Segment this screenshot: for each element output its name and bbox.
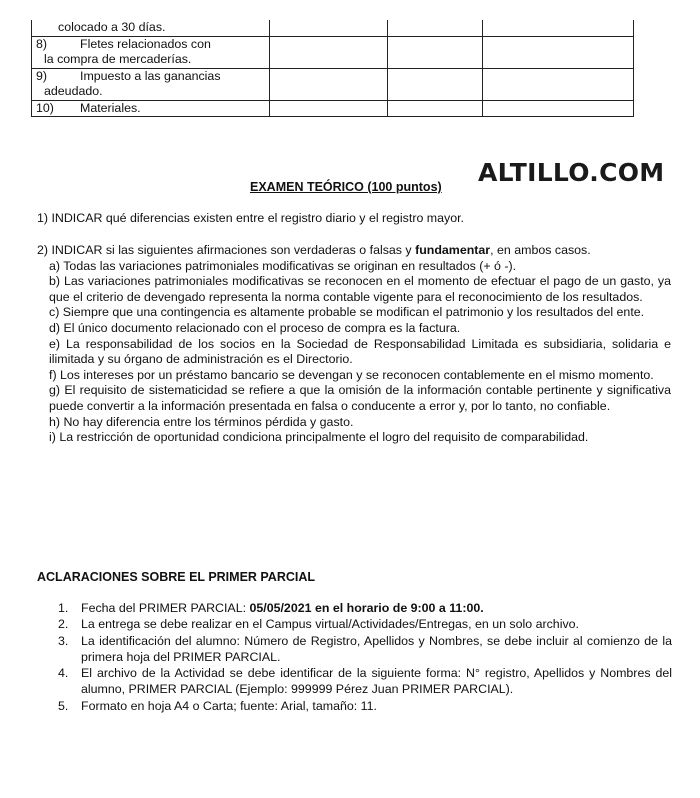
list-item [58,616,672,632]
row-label: Impuesto a las ganancias [80,68,221,83]
item-number: 3. [58,633,69,648]
table-cell [388,20,483,36]
intro-text: 2) INDICAR si las siguientes afirmaciones son verdaderas o falsas y [37,243,416,257]
table-cell [483,20,634,36]
table-cell [270,36,388,68]
table-cell [388,36,483,68]
table-cell [270,100,388,117]
statement-i: i) La restricción de oportunidad condiciona principalmente el logro del requisito de comparabilidad. [49,430,589,445]
statement-e: e) La responsabilidad de los socios en la Sociedad de Responsabilidad Limitada es subsidiaria, solidaria e ilimitada y su órgano de administración es el Directorio. [49,336,671,367]
aclaraciones-list [58,600,672,714]
watermark: ALTILLO.COM [478,158,665,187]
table-cell [483,36,634,68]
statement-f: f) Los intereses por un préstamo bancario se devengan y se reconocen contablemente en el mismo momento. [49,367,654,382]
item-number: 2. [58,617,69,632]
item-number: 1. [58,601,69,615]
item-text: Formato en hoja A4 o Carta; fuente: Arial, tamaño: 11. [81,698,377,713]
table-cell [270,20,388,36]
row-label: Materiales. [80,100,141,115]
statement-c: c) Siempre que una contingencia es altamente probable se modifican el patrimonio y los resultados del ente. [49,305,645,320]
item-text-part: Fecha del PRIMER PARCIAL: [81,601,250,615]
item-text [81,600,672,616]
item-text: La identificación del alumno: Número de Registro, Apellidos y Nombres, se debe incluir al comienzo de la primera hoja del PRIMER PARCIAL. [81,633,672,664]
intro-bold: fundamentar [415,243,491,257]
list-item [58,633,672,666]
list-item [58,665,672,698]
table-cell [388,100,483,117]
exam-title: EXAMEN TEÓRICO (100 puntos) [250,180,442,194]
question-2 [37,243,671,446]
item-number: 5. [58,698,69,713]
statement-h: h) No hay diferencia entre los términos pérdida y gasto. [49,414,354,429]
item-number: 4. [58,666,69,681]
table-cell [270,68,388,100]
statement-g: g) El requisito de sistematicidad se refiere a que la omisión de la información contable pertinente y significativa puede convertir a la información presentada en falsa o conducente a error y, por lo tanto, no confiable. [49,383,671,413]
item-text: El archivo de la Actividad se debe identificar de la siguiente forma: N° registro, Apellidos y Nombres del alumno, PRIMER PARCIAL (Ejemplo: 999999 Pérez Juan PRIMER PARCIAL). [81,666,672,697]
table-row [32,68,634,100]
table-cell [32,20,270,36]
row-number: 8) [36,36,48,51]
accounts-table [31,20,634,117]
table-cell [32,68,270,100]
item-text-bold: 05/05/2021 en el horario de 9:00 a 11:00. [249,601,484,615]
table-cell [483,68,634,100]
question-2-intro [37,243,671,259]
item-text: La entrega se debe realizar en el Campus virtual/Actividades/Entregas, en un solo archivo. [81,617,579,632]
row-number: 9) [36,68,48,83]
list-item [58,600,672,616]
table-cell [388,68,483,100]
statement-a: a) Todas las variaciones patrimoniales modificativas se originan en resultados (+ ó -). [49,258,517,273]
statements-list [37,259,671,446]
statement-d: d) El único documento relacionado con el proceso de compra es la factura. [49,320,461,335]
question-1: 1) INDICAR qué diferencias existen entre el registro diario y el registro mayor. [37,211,464,225]
section-title: ACLARACIONES SOBRE EL PRIMER PARCIAL [37,570,316,584]
statement-b: b) Las variaciones patrimoniales modificativas se reconocen en el momento de efectuar el pago de un gasto, ya que el criterio de devengado representa la norma contable vigente para el reconocimiento de los resultados. [49,274,671,304]
row-number: 10) [36,100,54,115]
intro-text-end: , en ambos casos. [490,243,591,257]
table-row [32,36,634,68]
row-label-cont: la compra de mercaderías. [44,52,192,66]
list-item [58,698,672,714]
row-label: Fletes relacionados con [80,36,211,51]
table-row [32,20,634,36]
table-cell [32,36,270,68]
table-row [32,100,634,117]
table-cell [32,100,270,117]
row-label: colocado a 30 días. [58,20,166,34]
table-cell [483,100,634,117]
row-label-cont: adeudado. [44,84,103,98]
